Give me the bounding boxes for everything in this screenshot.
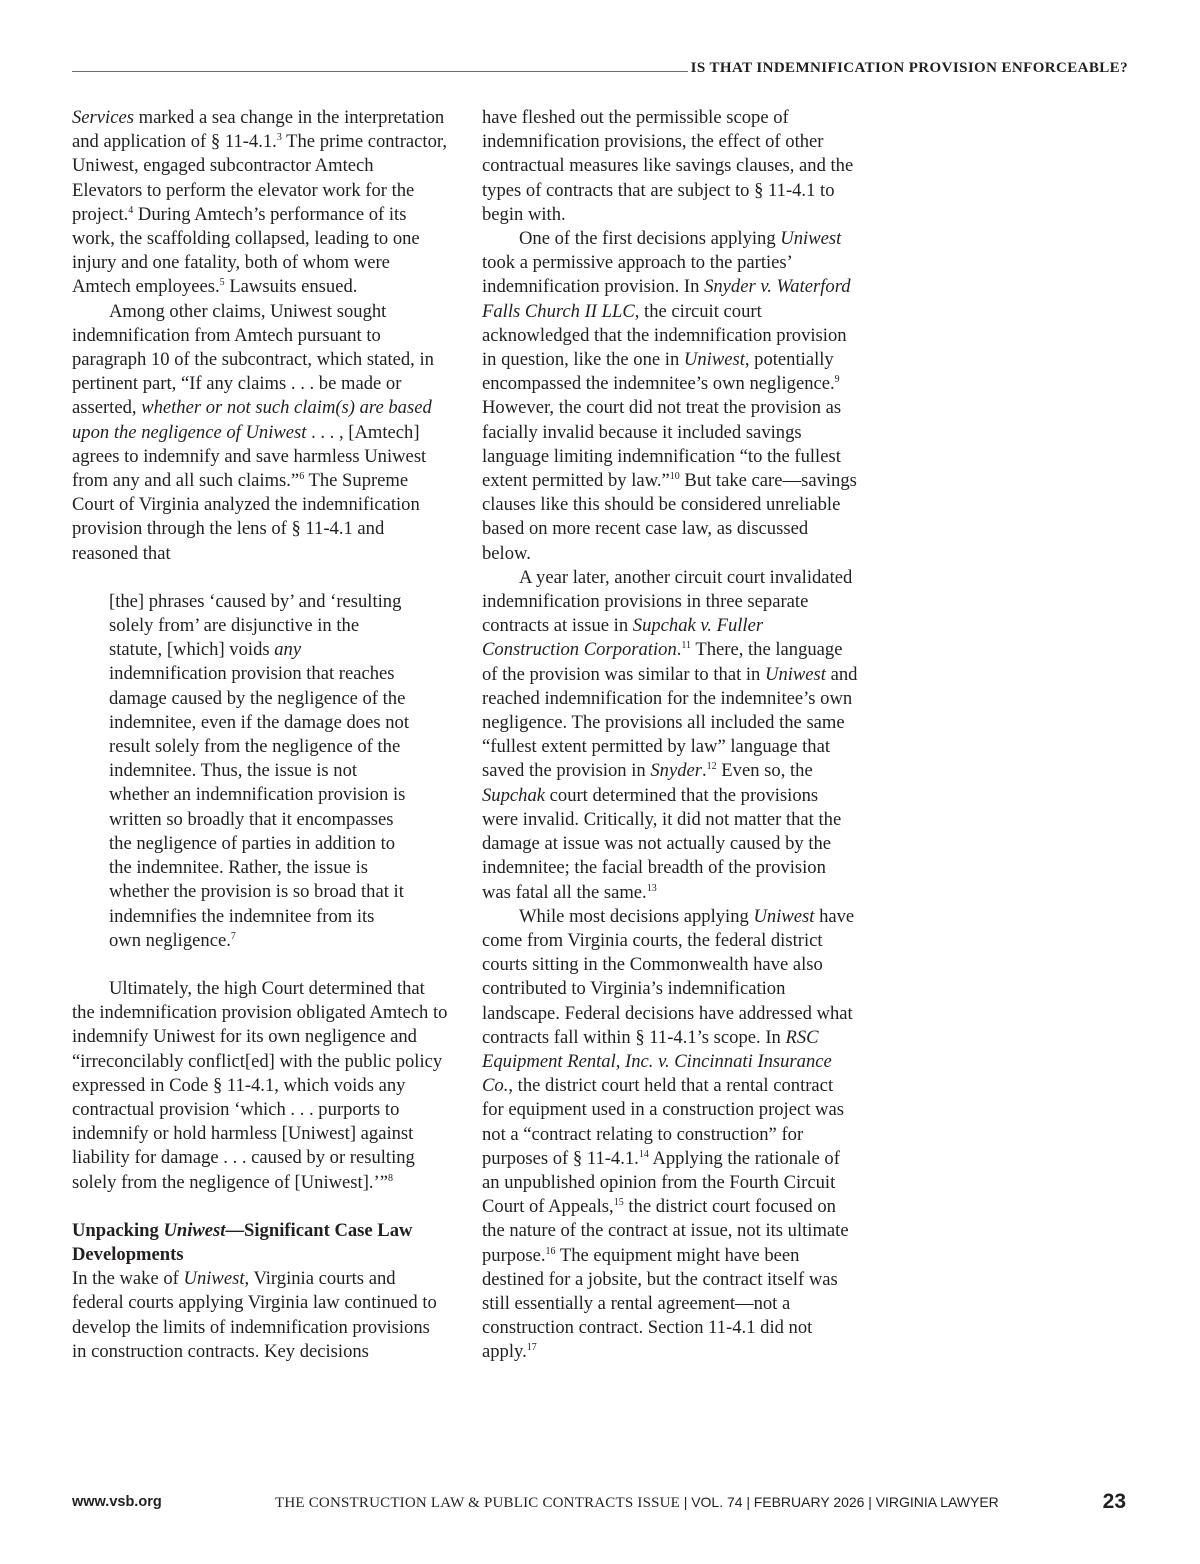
footnote-ref[interactable]: 15	[613, 1197, 624, 1209]
running-head: IS THAT INDEMNIFICATION PROVISION ENFORCEABLE?	[690, 60, 1128, 76]
footnote-ref[interactable]: 10	[669, 471, 680, 483]
footer-separator: |	[683, 1494, 688, 1510]
paragraph-5: have fleshed out the permissible scope of indemnification provisions, the effect of other contractual measures like savings clauses, and the types of contracts that are subject to § 11-4.1 to begin with.	[482, 107, 854, 225]
footnote-ref[interactable]: 3	[276, 132, 282, 144]
footnote-ref[interactable]: 17	[526, 1342, 537, 1354]
paragraph-2: Among other claims, Uniwest sought indemnification from Amtech pursuant to paragraph 10 of the subcontract, which stated, in pertinent part, “If any claims . . . be made or asserted, whether or not such claim(s) are based upon the negligence of Uniwest . . . , [Amtech] agrees to indemnify and save harmless Uniwest from any and all such claims.”$^6$ The Supreme Court of Virginia analyzed the indemnification provision through the lens of § 11-4.1 and reasoned that	[72, 300, 434, 564]
footer-publication: VIRGINIA LAWYER	[875, 1494, 999, 1510]
footer-issue: THE CONSTRUCTION LAW & PUBLIC CONTRACTS ISSUE	[275, 1495, 681, 1511]
footnote-ref[interactable]: 4	[128, 204, 134, 216]
paragraph-6: One of the first decisions applying Uniwest took a permissive approach to the parties’ indemnification provision. In Snyder v. Waterford Falls Church II LLC, the circuit court acknowledged that the indemnification provision in question, like the one in Uniwest, potentially encompassed the indemnitee’s own negligence.$^9$ However, the court did not treat the provision as facially invalid because it included savings language limiting indemnification “to the fullest extent permitted by law.”$^{10}$ But take care—savings clauses like this should be considered unreliable based on more recent case law, as discussed below.	[482, 228, 857, 564]
paragraph-7: A year later, another circuit court invalidated indemnification provisions in three separate contracts at issue in Supchak v. Fuller Construction Corporation.$^{11}$ There, the language of the provision was similar to that in Uniwest and reached indemnification for the indemnitee’s own negligence. The provisions all included the same “fullest extent permitted by law” language that saved the provision in Snyder.$^{12}$ Even so, the Supchak court determined that the provisions were invalid. Critically, it did not matter that the damage at issue was not actually caused by the indemnitee; the facial breadth of the provision was fatal all the same.$^{13}$	[482, 566, 858, 903]
footnote-ref[interactable]: 8	[388, 1172, 393, 1184]
paragraph-4: In the wake of Uniwest, Virginia courts and federal courts applying Virginia law continued to develop the limits of indemnification provisions in construction contracts. Key decisions	[72, 1268, 437, 1362]
footnote-ref[interactable]: 11	[681, 640, 692, 652]
footnote-ref[interactable]: 16	[545, 1245, 556, 1257]
footer-separator: |	[868, 1494, 872, 1510]
footer-separator: |	[746, 1494, 750, 1510]
header-rule	[72, 71, 688, 72]
page-number: 23	[1102, 1490, 1126, 1513]
footer-volume: VOL. 74	[691, 1494, 743, 1510]
footnote-ref[interactable]: 5	[219, 277, 225, 289]
right-column	[482, 106, 858, 1365]
left-column	[72, 106, 448, 1364]
paragraph-3: Ultimately, the high Court determined that the indemnification provision obligated Amtech to indemnify Uniwest for its own negligence and “irreconcilably conflict[ed] with the public policy expressed in Code § 11-4.1, which voids any contractual provision ‘which . . . purports to indemnify or hold harmless [Uniwest] against liability for damage . . . caused by or resulting solely from the negligence of [Uniwest].’”$^8$	[72, 977, 448, 1193]
footnote-ref[interactable]: 7	[230, 930, 236, 942]
footnote-ref[interactable]: 13	[646, 882, 657, 894]
block-quote: [the] phrases ‘caused by’ and ‘resulting solely from’ are disjunctive in the statute, [which] voids any indemnification provision that reaches damage caused by the negligence of the indemnitee, even if the damage does not result solely from the negligence of the indemnitee. Thus, the issue is not whether an indemnification provision is written so broadly that it encompasses the negligence of parties in addition to the indemnitee. Rather, the issue is whether the provision is so broad that it indemnifies the indemnitee from its own negligence.$^7$	[109, 590, 409, 951]
footnote-ref[interactable]: 14	[638, 1148, 649, 1160]
section-heading: Unpacking Uniwest—Significant Case Law Developments	[72, 1219, 413, 1265]
footer-issue-line	[275, 1494, 999, 1512]
footnote-ref[interactable]: 12	[706, 761, 717, 773]
footer-url[interactable]: www.vsb.org	[72, 1494, 162, 1510]
footnote-ref[interactable]: 9	[834, 374, 840, 386]
footer-date: FEBRUARY 2026	[753, 1494, 865, 1510]
footnote-ref[interactable]: 6	[299, 471, 305, 483]
paragraph-1: Services marked a sea change in the interpretation and application of § 11-4.1.$^3$ The prime contractor, Uniwest, engaged subcontractor Amtech Elevators to perform the elevator work for the project.$^4$ During Amtech’s performance of its work, the scaffolding collapsed, leading to one injury and one fatality, both of whom were Amtech employees.$^5$ Lawsuits ensued.	[72, 107, 447, 298]
paragraph-8: While most decisions applying Uniwest have come from Virginia courts, the federal district courts sitting in the Commonwealth have also contributed to Virginia’s indemnification landscape. Federal decisions have addressed what contracts fall within § 11-4.1’s scope. In RSC Equipment Rental, Inc. v. Cincinnati Insurance Co., the district court held that a rental contract for equipment used in a construction project was not a “contract relating to construction” for purposes of § 11-4.1.14 Applying the rationale of an unpublished opinion from the Fourth Circuit Court of Appeals,$^{15}$ the district court focused on the nature of the contract at issue, not its ultimate purpose.$^{16}$ The equipment might have been destined for a jobsite, but the contract itself was still essentially a rental agreement—not a construction contract. Section 11-4.1 did not apply.$^{17}$	[482, 905, 855, 1363]
